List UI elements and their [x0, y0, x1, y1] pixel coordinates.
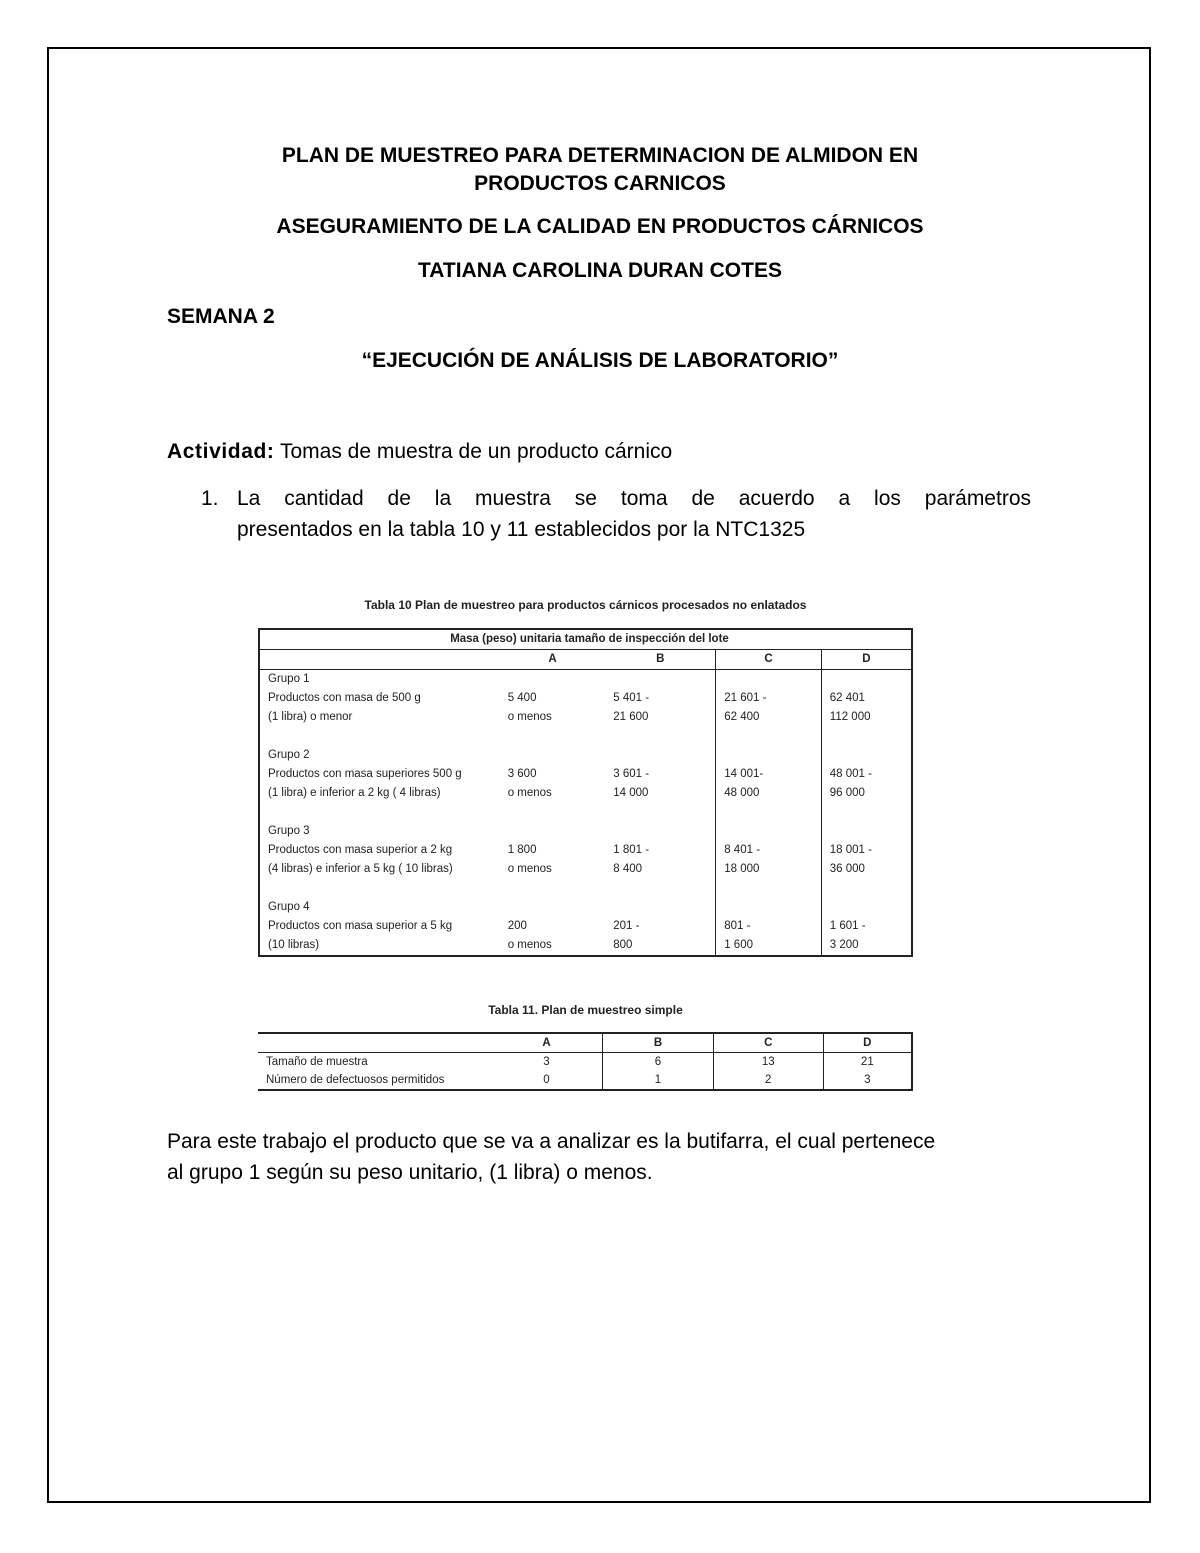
table-cell: 1 601 -: [821, 917, 912, 936]
table-cell: 1 800: [507, 844, 537, 856]
table11-caption: Tabla 11. Plan de muestreo simple: [488, 1003, 683, 1017]
section-title: “EJECUCIÓN DE ANÁLISIS DE LABORATORIO”: [361, 349, 839, 372]
table-cell: 3 600: [507, 768, 537, 780]
row-label: Tamaño de muestra: [266, 1056, 368, 1068]
table-row: [259, 841, 912, 860]
table-row: [259, 689, 912, 708]
table-cell: 8 400: [613, 863, 643, 875]
group-desc: Productos con masa superiores 500 g: [268, 768, 462, 780]
conclusion-paragraph: [167, 1126, 1037, 1188]
table10-caption-prefix: Tabla 10: [364, 598, 412, 612]
group-name: Grupo 4: [268, 901, 310, 913]
table-row: [259, 860, 912, 879]
table-cell: 0: [543, 1074, 550, 1086]
activity-label: Actividad:: [167, 440, 275, 463]
table-cell: 1: [603, 1071, 714, 1090]
table11-col-c: C: [713, 1033, 823, 1053]
table-cell: 201 -: [613, 920, 640, 932]
list-item: [201, 483, 1031, 545]
table-row: [258, 1053, 912, 1072]
table-cell: 8 401 -: [716, 841, 822, 860]
table-cell: 62 400: [716, 708, 822, 727]
table-cell: 112 000: [821, 708, 912, 727]
table-cell: 3: [543, 1056, 550, 1068]
table-row: [259, 917, 912, 936]
course-subtitle: ASEGURAMIENTO DE LA CALIDAD EN PRODUCTOS CÁRNICOS: [276, 215, 924, 238]
list-number: 1.: [201, 487, 219, 510]
table-cell: o menos: [507, 939, 552, 951]
table-row: [259, 784, 912, 803]
title-line-2: PRODUCTOS CARNICOS: [474, 172, 726, 195]
table11-col-b: B: [603, 1033, 714, 1053]
table-cell: 21 601 -: [716, 689, 822, 708]
group-desc: (1 libra) e inferior a 2 kg ( 4 libras): [268, 787, 441, 799]
table-cell: 62 401: [821, 689, 912, 708]
table11-col-d: D: [823, 1033, 912, 1053]
group-desc: (4 libras) e inferior a 5 kg ( 10 libras): [268, 863, 453, 875]
list-text-line-2: presentados en la tabla 10 y 11 establecidos por la NTC1325: [237, 518, 806, 541]
table-cell: 13: [713, 1053, 823, 1072]
table-row: [259, 898, 912, 917]
table-cell: 18 000: [716, 860, 822, 879]
author-name: TATIANA CAROLINA DURAN COTES: [418, 259, 782, 282]
table-cell: o menos: [507, 787, 552, 799]
table10-col-c: C: [716, 650, 822, 670]
table-cell: 6: [603, 1053, 714, 1072]
title-line-1: PLAN DE MUESTREO PARA DETERMINACION DE ALMIDON EN: [281, 144, 919, 167]
group-desc: Productos con masa de 500 g: [268, 692, 421, 704]
table-row: [259, 708, 912, 727]
table-row: [259, 936, 912, 956]
table-cell: o menos: [507, 711, 552, 723]
table-11-simple-sampling: [258, 1032, 913, 1091]
table-cell: 1 801 -: [613, 844, 650, 856]
table-row: [258, 1071, 912, 1090]
table-cell: 801 -: [716, 917, 822, 936]
group-desc: Productos con masa superior a 2 kg: [268, 844, 453, 856]
conclusion-line-1: Para este trabajo el producto que se va a analizar es la butifarra, el cual pertenece: [167, 1130, 936, 1153]
table10-caption-text: Plan de muestreo para productos cárnicos procesados no enlatados: [415, 598, 807, 612]
table-cell: 48 001 -: [821, 765, 912, 784]
table10-caption: [258, 598, 913, 612]
table10-col-a: A: [500, 650, 606, 670]
table-cell: 3 601 -: [613, 768, 650, 780]
group-name: Grupo 2: [268, 749, 310, 761]
group-desc: (1 libra) o menor: [268, 711, 353, 723]
table-cell: 3 200: [821, 936, 912, 956]
group-name: Grupo 1: [268, 673, 310, 685]
group-name: Grupo 3: [268, 825, 310, 837]
table-row: [259, 670, 912, 690]
table-cell: 18 001 -: [821, 841, 912, 860]
table-row: [259, 765, 912, 784]
table-cell: 21: [823, 1053, 912, 1072]
table-cell: 14 001-: [716, 765, 822, 784]
list-text: [237, 483, 1031, 545]
table-cell: 5 401 -: [613, 692, 650, 704]
row-label: Número de defectuosos permitidos: [266, 1074, 445, 1086]
table11-col-a: A: [491, 1033, 603, 1053]
table-cell: 36 000: [821, 860, 912, 879]
table-10-sampling-plan: [258, 628, 913, 957]
table10-col-b: B: [605, 650, 715, 670]
table-cell: 14 000: [613, 787, 649, 799]
table-cell: 1 600: [716, 936, 822, 956]
table-cell: 96 000: [821, 784, 912, 803]
document-title: [0, 142, 1200, 198]
group-desc: Productos con masa superior a 5 kg: [268, 920, 453, 932]
group-desc: (10 libras): [268, 939, 320, 951]
table10-col-d: D: [821, 650, 912, 670]
week-label: SEMANA 2: [167, 305, 275, 328]
table-cell: 2: [713, 1071, 823, 1090]
table-cell: 21 600: [613, 711, 649, 723]
activity-text: Tomas de muestra de un producto cárnico: [279, 440, 673, 463]
table-cell: 48 000: [716, 784, 822, 803]
table-row: [259, 746, 912, 765]
table-cell: 800: [613, 939, 633, 951]
activity-line: [167, 440, 672, 464]
table-cell: 3: [823, 1071, 912, 1090]
conclusion-line-2: al grupo 1 según su peso unitario, (1 libra) o menos.: [167, 1161, 653, 1184]
table-cell: 200: [507, 920, 527, 932]
table-row: [259, 822, 912, 841]
list-text-line-1: La cantidad de la muestra se toma de acuerdo a los parámetros: [237, 487, 1031, 510]
table10-header: Masa (peso) unitaria tamaño de inspección del lote: [259, 629, 912, 650]
table-cell: 5 400: [507, 692, 537, 704]
table-cell: o menos: [507, 863, 552, 875]
